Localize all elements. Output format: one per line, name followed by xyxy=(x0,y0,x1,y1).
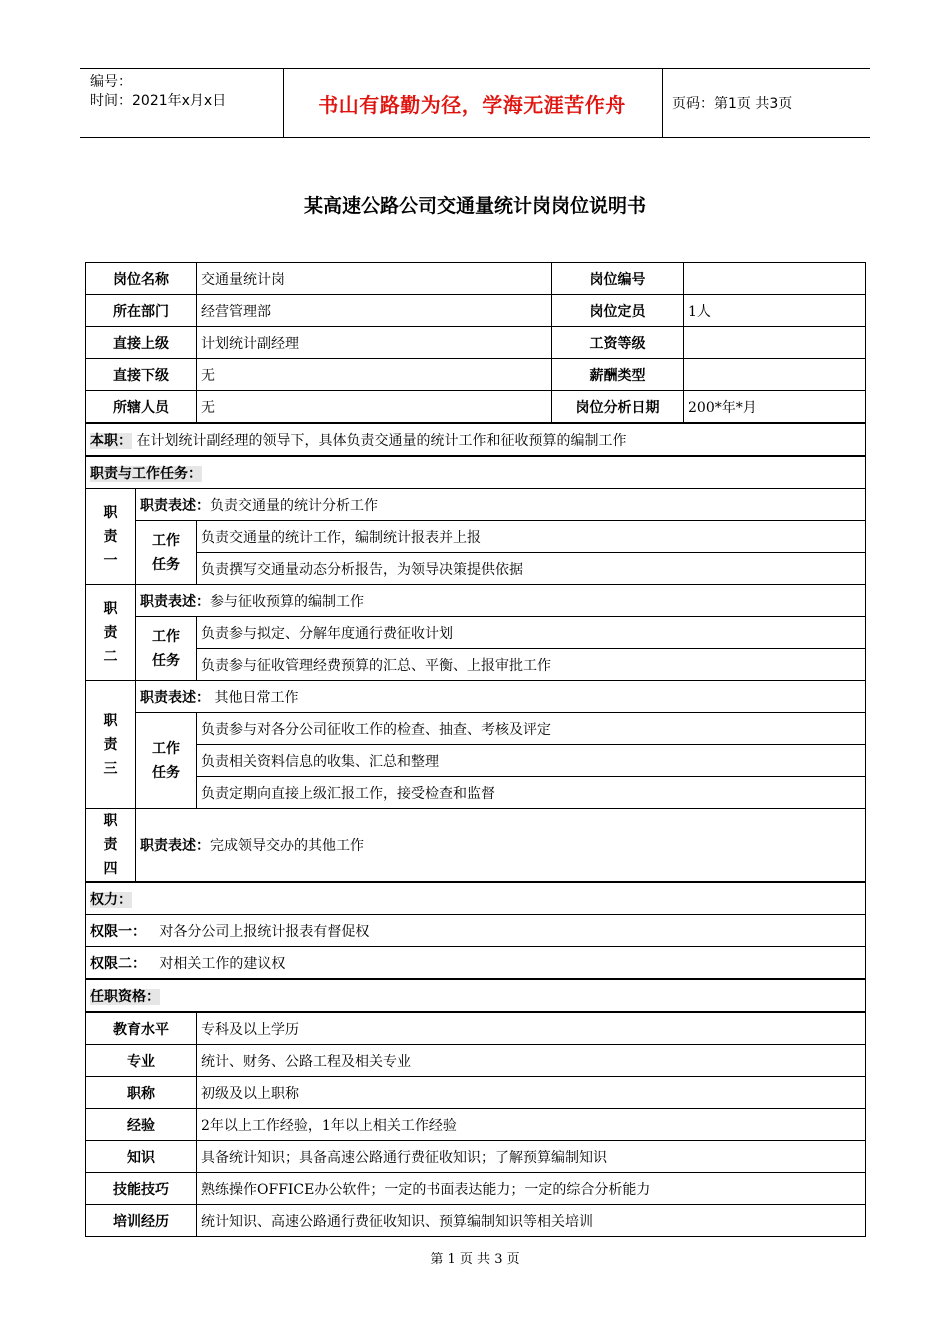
qualifications-section-title: 任职资格： xyxy=(90,988,160,1005)
qualification-value: 统计知识、高速公路通行费征收知识、预算编制知识等相关培训 xyxy=(197,1205,866,1237)
duty-task-row xyxy=(86,617,866,649)
field-value xyxy=(684,359,866,391)
task-item: 负责定期向直接上级汇报工作，接受检查和监督 xyxy=(197,777,866,809)
duty-name xyxy=(86,681,136,809)
summary-cell xyxy=(86,423,866,456)
header-time: 时间：2021年x月x日 xyxy=(90,93,227,109)
duty-task-row xyxy=(86,649,866,681)
authority-section-title: 权力： xyxy=(90,891,132,908)
authority-row xyxy=(86,915,866,947)
duty-desc-row xyxy=(86,585,866,617)
qualification-value: 2年以上工作经验，1年以上相关工作经验 xyxy=(197,1109,866,1141)
field-value: 计划统计副经理 xyxy=(197,327,552,359)
duty-desc-cell xyxy=(136,681,866,713)
field-label: 所辖人员 xyxy=(86,391,197,424)
qualification-value: 初级及以上职称 xyxy=(197,1077,866,1109)
authority-text: 对相关工作的建议权 xyxy=(159,955,286,972)
field-label: 直接下级 xyxy=(86,359,197,391)
qualification-row xyxy=(86,1173,866,1205)
qualification-label: 知识 xyxy=(86,1141,197,1173)
duty-name-text: 职责二 xyxy=(103,600,118,665)
header-page-code: 页码：第1页 共3页 xyxy=(672,96,793,112)
field-label: 直接上级 xyxy=(86,327,197,359)
field-value: 经营管理部 xyxy=(197,295,552,327)
field-label: 岗位分析日期 xyxy=(552,391,684,424)
table-row xyxy=(86,263,866,295)
qualification-label: 培训经历 xyxy=(86,1205,197,1237)
task-label-text: 工作任务 xyxy=(152,532,180,573)
section-header-cell xyxy=(86,456,866,489)
field-value: 200*年*月 xyxy=(684,391,866,424)
job-description-table xyxy=(85,262,866,1237)
table-row xyxy=(86,327,866,359)
duty-name-text: 职责四 xyxy=(103,813,118,877)
task-label xyxy=(136,521,197,585)
task-item: 负责参与对各分公司征收工作的检查、抽查、考核及评定 xyxy=(197,713,866,745)
duty-task-row xyxy=(86,777,866,809)
field-label: 岗位定员 xyxy=(552,295,684,327)
field-value: 交通量统计岗 xyxy=(197,263,552,295)
duty-desc-label: 职责表述： xyxy=(140,689,210,706)
task-label xyxy=(136,617,197,681)
duty-name xyxy=(86,585,136,681)
summary-label: 本职： xyxy=(90,432,132,449)
duty-task-row xyxy=(86,553,866,585)
duty-desc-label: 职责表述： xyxy=(140,497,210,514)
duty-desc-label: 职责表述： xyxy=(140,593,210,610)
header-meta xyxy=(90,73,226,111)
document-title: 某高速公路公司交通量统计岗岗位说明书 xyxy=(303,195,646,217)
task-label-text: 工作任务 xyxy=(152,628,180,669)
page-header xyxy=(80,68,870,138)
table-row xyxy=(86,295,866,327)
authority-cell xyxy=(86,915,866,947)
duty-desc-text: 其他日常工作 xyxy=(210,689,299,706)
summary-text: 在计划统计副经理的领导下，具体负责交通量的统计工作和征收预算的编制工作 xyxy=(136,432,627,449)
summary-row xyxy=(86,423,866,456)
qualification-row xyxy=(86,1012,866,1045)
authority-label: 权限一： xyxy=(90,923,146,940)
task-label xyxy=(136,713,197,809)
section-header-row xyxy=(86,456,866,489)
qualification-row xyxy=(86,1205,866,1237)
duty-desc-text: 负责交通量的统计分析工作 xyxy=(210,497,378,514)
duty-task-row xyxy=(86,713,866,745)
field-value xyxy=(684,327,866,359)
field-label: 薪酬类型 xyxy=(552,359,684,391)
table-row xyxy=(86,391,866,424)
qualification-label: 经验 xyxy=(86,1109,197,1141)
duty-desc-cell xyxy=(136,809,866,883)
task-item: 负责撰写交通量动态分析报告，为领导决策提供依据 xyxy=(197,553,866,585)
duty-desc-text: 参与征收预算的编制工作 xyxy=(210,593,364,610)
qualification-value: 具备统计知识；具备高速公路通行费征收知识；了解预算编制知识 xyxy=(197,1141,866,1173)
task-label-text: 工作任务 xyxy=(152,740,180,781)
qualification-value: 统计、财务、公路工程及相关专业 xyxy=(197,1045,866,1077)
section-header-cell xyxy=(86,979,866,1012)
task-item: 负责参与拟定、分解年度通行费征收计划 xyxy=(197,617,866,649)
duty-desc-cell xyxy=(136,585,866,617)
field-value: 无 xyxy=(197,359,552,391)
duty-desc-text: 完成领导交办的其他工作 xyxy=(210,838,364,854)
authority-label: 权限二： xyxy=(90,955,146,972)
qualification-label: 职称 xyxy=(86,1077,197,1109)
field-value: 无 xyxy=(197,391,552,424)
qualification-label: 教育水平 xyxy=(86,1012,197,1045)
duty-name xyxy=(86,809,136,883)
section-header-row xyxy=(86,882,866,915)
authority-cell xyxy=(86,947,866,980)
duty-desc-cell xyxy=(136,489,866,521)
task-item: 负责交通量的统计工作，编制统计报表并上报 xyxy=(197,521,866,553)
field-label: 岗位名称 xyxy=(86,263,197,295)
section-header-row xyxy=(86,979,866,1012)
qualification-row xyxy=(86,1045,866,1077)
qualification-row xyxy=(86,1109,866,1141)
qualification-value: 专科及以上学历 xyxy=(197,1012,866,1045)
header-serial: 编号： xyxy=(90,74,132,90)
section-header-cell xyxy=(86,882,866,915)
authority-text: 对各分公司上报统计报表有督促权 xyxy=(159,923,370,940)
duty-name xyxy=(86,489,136,585)
duty-task-row xyxy=(86,745,866,777)
field-label: 所在部门 xyxy=(86,295,197,327)
task-item: 负责参与征收管理经费预算的汇总、平衡、上报审批工作 xyxy=(197,649,866,681)
duty-desc-label: 职责表述： xyxy=(140,838,210,854)
duty-desc-row xyxy=(86,809,866,883)
qualification-label: 专业 xyxy=(86,1045,197,1077)
field-value: 1人 xyxy=(684,295,866,327)
field-value xyxy=(684,263,866,295)
header-motto: 书山有路勤为径，学海无涯苦作舟 xyxy=(318,92,626,117)
duty-task-row xyxy=(86,521,866,553)
task-item: 负责相关资料信息的收集、汇总和整理 xyxy=(197,745,866,777)
field-label: 工资等级 xyxy=(552,327,684,359)
duty-desc-row xyxy=(86,489,866,521)
duty-name-text: 职责三 xyxy=(103,712,118,777)
header-divider xyxy=(662,69,663,137)
qualification-label: 技能技巧 xyxy=(86,1173,197,1205)
qualification-row xyxy=(86,1141,866,1173)
field-label: 岗位编号 xyxy=(552,263,684,295)
duties-section-title: 职责与工作任务： xyxy=(90,465,202,482)
duty-name-text: 职责一 xyxy=(103,504,118,569)
page-footer: 第 1 页 共 3 页 xyxy=(430,1252,520,1267)
qualification-value: 熟练操作OFFICE办公软件；一定的书面表达能力；一定的综合分析能力 xyxy=(197,1173,866,1205)
duty-desc-row xyxy=(86,681,866,713)
qualification-row xyxy=(86,1077,866,1109)
table-row xyxy=(86,359,866,391)
authority-row xyxy=(86,947,866,980)
